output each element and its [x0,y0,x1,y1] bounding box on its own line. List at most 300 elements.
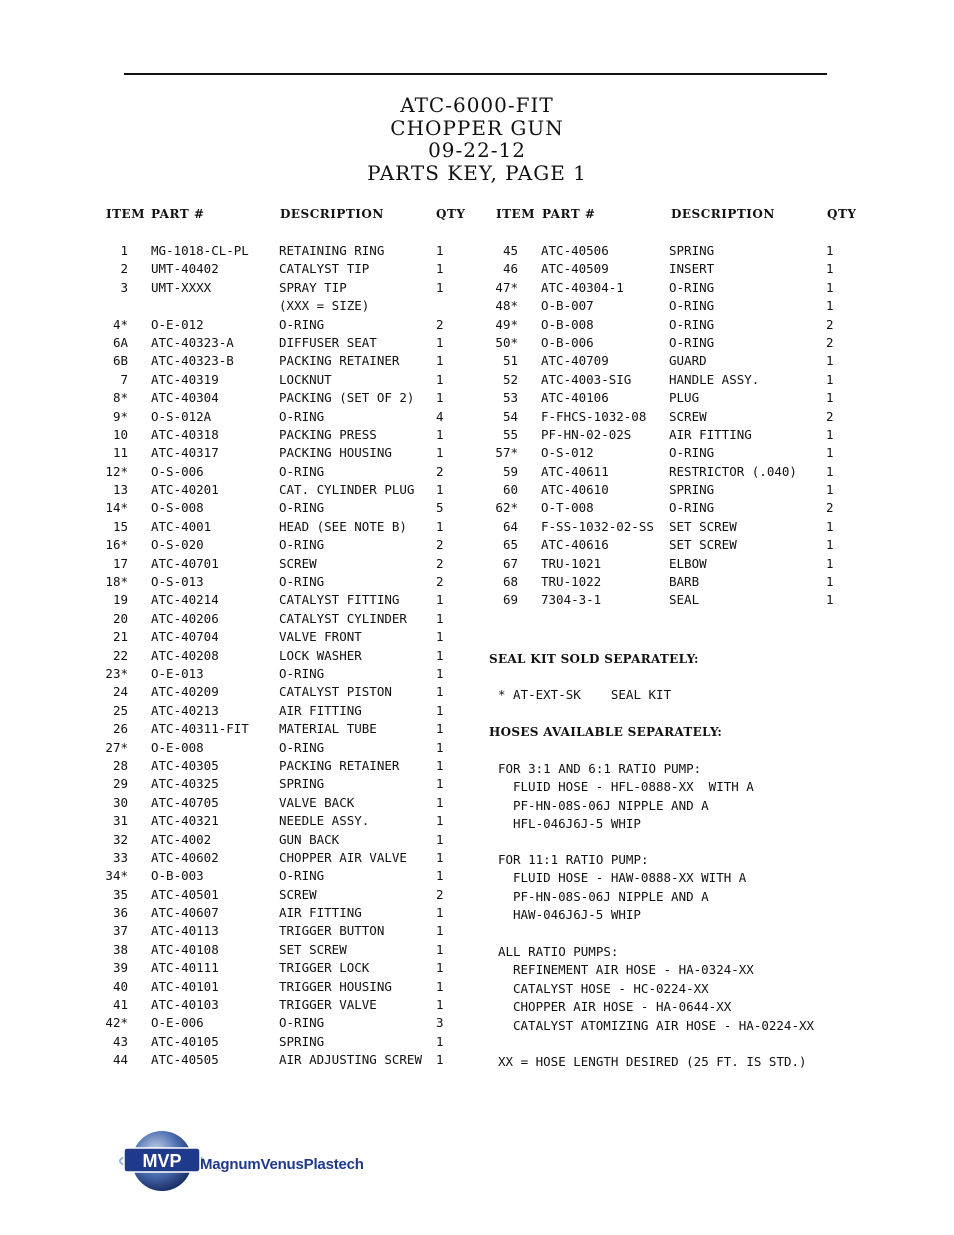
item-cell: 1 [120,243,128,258]
description-cell: O-RING [279,316,325,332]
qty-cell: 1 [826,261,834,277]
part-cell: ATC-40610 [541,482,609,498]
table-row [100,591,460,609]
qty-cell: 1 [826,279,834,295]
table-row [100,867,460,885]
description-cell: DIFFUSER SEAT [279,334,377,350]
part-cell: O-S-012 [541,445,594,461]
part-cell: O-B-008 [541,316,594,332]
description-cell: O-RING [669,500,715,516]
item-cell: 46 [502,261,518,277]
part-cell: ATC-40321 [151,813,219,829]
qty-cell: 1 [436,610,444,626]
description-cell: NEEDLE ASSY. [279,813,370,829]
table-row [100,1051,460,1069]
qty-cell: 1 [436,794,444,810]
description-cell: O-RING [669,334,715,350]
item-cell: 32 [112,831,128,847]
right-header-qty: QTY [827,207,857,221]
hose-group1-line1: FLUID HOSE - HFL-0888-XX WITH A [513,779,754,795]
item-cell: 28 [112,757,128,773]
table-row [490,371,850,389]
description-cell: CATALYST TIP [279,261,370,277]
part-cell: ATC-40304-1 [541,279,624,295]
table-row [100,775,460,793]
part-cell: TRU-1021 [541,555,602,571]
description-cell: GUN BACK [279,831,340,847]
qty-cell: 1 [826,353,834,369]
right-header-item: ITEM [496,207,535,221]
table-row [100,499,460,517]
description-cell: CATALYST PISTON [279,684,392,700]
top-rule [124,73,827,75]
part-cell: ATC-40701 [151,555,219,571]
description-cell: AIR FITTING [669,426,752,442]
part-cell: PF-HN-02-02S [541,426,632,442]
part-cell: ATC-40325 [151,776,219,792]
item-cell: 68 [502,574,518,590]
description-cell: SPRING [669,243,715,258]
table-row [100,647,460,665]
title-date: 09-22-12 [428,138,526,162]
description-cell: LOCKNUT [279,371,332,387]
qty-cell: 1 [436,776,444,792]
table-row [100,922,460,940]
qty-cell: 1 [436,978,444,994]
qty-cell: 1 [436,702,444,718]
description-cell: SET SCREW [669,518,737,534]
qty-cell: 1 [826,371,834,387]
part-cell: ATC-40505 [151,1052,219,1068]
part-cell: O-S-013 [151,574,204,590]
item-cell: 7 [120,371,128,387]
qty-cell: 1 [436,905,444,921]
part-cell: ATC-40214 [151,592,219,608]
description-cell: RETAINING RING [279,243,385,258]
description-cell: TRIGGER HOUSING [279,978,392,994]
table-row [100,481,460,499]
part-cell: MG-1018-CL-PL [151,243,249,258]
description-cell: LOCK WASHER [279,647,362,663]
description-cell: INSERT [669,261,715,277]
item-cell: 52 [502,371,518,387]
part-cell: ATC-40506 [541,243,609,258]
part-cell: ATC-40213 [151,702,219,718]
qty-cell: 1 [436,592,444,608]
table-row [100,683,460,701]
part-cell: ATC-40501 [151,886,219,902]
item-cell: 12* [105,463,128,479]
left-header-qty: QTY [436,207,466,221]
description-cell: (XXX = SIZE) [279,298,370,314]
table-row [100,812,460,830]
table-row [100,794,460,812]
item-cell: 26 [112,721,128,737]
left-header-item: ITEM [106,207,145,221]
qty-cell: 1 [436,849,444,865]
item-cell: 59 [502,463,518,479]
qty-cell: 4 [436,408,444,424]
document-title [0,94,954,184]
qty-cell: 1 [436,629,444,645]
qty-cell: 1 [436,518,444,534]
qty-cell: 1 [436,739,444,755]
item-cell: 48* [495,298,518,314]
part-cell: ATC-40323-B [151,353,234,369]
item-cell: 23* [105,665,128,681]
left-header-description: DESCRIPTION [280,207,384,221]
description-cell: O-RING [279,500,325,516]
qty-cell: 1 [826,426,834,442]
part-cell: ATC-40602 [151,849,219,865]
part-cell: ATC-40709 [541,353,609,369]
table-row [100,444,460,462]
qty-cell: 2 [436,463,444,479]
part-cell: ATC-40208 [151,647,219,663]
item-cell: 6B [112,353,128,369]
table-row [100,408,460,426]
description-cell: GUARD [669,353,707,369]
part-cell: O-S-020 [151,537,204,553]
part-cell: ATC-40209 [151,684,219,700]
part-cell: ATC-40304 [151,390,219,406]
table-row [490,518,850,536]
item-cell: 50* [495,334,518,350]
item-cell: 43 [112,1033,128,1049]
table-row [100,352,460,370]
seal-kit-line: * AT-EXT-SK SEAL KIT [498,687,672,702]
description-cell: SET SCREW [669,537,737,553]
table-row [490,389,850,407]
item-cell: 4* [112,316,128,332]
description-cell: O-RING [279,537,325,553]
part-cell: ATC-4002 [151,831,212,847]
part-cell: ATC-40323-A [151,334,234,350]
hose-group2-line3: HAW-046J6J-5 WHIP [513,907,641,923]
table-row [100,371,460,389]
table-row [100,904,460,922]
item-cell: 29 [112,776,128,792]
description-cell: CATALYST CYLINDER [279,610,407,626]
table-row [100,849,460,867]
table-row [100,720,460,738]
qty-cell: 1 [436,445,444,461]
table-row [490,426,850,444]
qty-cell: 1 [436,868,444,884]
qty-cell: 1 [826,574,834,590]
description-cell: VALVE BACK [279,794,355,810]
company-name: MagnumVenusPlastech [200,1156,364,1173]
logo-badge-text: MVP [142,1151,182,1171]
description-cell: VALVE FRONT [279,629,362,645]
table-row [100,831,460,849]
description-cell: AIR FITTING [279,702,362,718]
part-cell: ATC-40317 [151,445,219,461]
table-row [490,481,850,499]
description-cell: SCREW [279,886,317,902]
description-cell: O-RING [669,298,715,314]
table-row [100,1014,460,1032]
part-cell: O-B-006 [541,334,594,350]
qty-cell: 1 [436,371,444,387]
qty-cell: 5 [436,500,444,516]
table-row [490,463,850,481]
left-parts-table [100,242,460,1070]
part-cell: O-S-008 [151,500,204,516]
part-cell: ATC-40106 [541,390,609,406]
item-cell: 36 [112,905,128,921]
table-row [490,555,850,573]
item-cell: 9* [112,408,128,424]
qty-cell: 1 [436,261,444,277]
hose-group2-line2: PF-HN-08S-06J NIPPLE AND A [513,888,709,904]
description-cell: CHOPPER AIR VALVE [279,849,407,865]
part-cell: O-E-012 [151,316,204,332]
part-cell: TRU-1022 [541,574,602,590]
part-cell: ATC-40111 [151,960,219,976]
item-cell: 27* [105,739,128,755]
qty-cell: 1 [436,482,444,498]
part-cell: O-E-008 [151,739,204,755]
part-cell: O-E-013 [151,665,204,681]
description-cell: O-RING [279,408,325,424]
part-cell: ATC-40305 [151,757,219,773]
qty-cell: 2 [826,408,834,424]
item-cell: 33 [112,849,128,865]
qty-cell: 1 [826,390,834,406]
part-cell: ATC-40201 [151,482,219,498]
qty-cell: 1 [436,390,444,406]
table-row [490,444,850,462]
table-row [490,316,850,334]
item-cell: 19 [112,592,128,608]
part-cell: ATC-40509 [541,261,609,277]
hose-group1-line3: HFL-046J6J-5 WHIP [513,816,641,832]
qty-cell: 2 [826,500,834,516]
description-cell: SCREW [669,408,707,424]
table-row [100,316,460,334]
left-header-part: PART # [151,207,205,221]
hoses-heading: HOSES AVAILABLE SEPARATELY: [489,725,723,739]
hose-group2-title: FOR 11:1 RATIO PUMP: [498,852,649,867]
qty-cell: 1 [436,923,444,939]
item-cell: 16* [105,537,128,553]
qty-cell: 1 [436,665,444,681]
qty-cell: 1 [826,518,834,534]
part-cell: O-S-012A [151,408,212,424]
qty-cell: 1 [436,1052,444,1068]
item-cell: 20 [112,610,128,626]
qty-cell: 2 [436,537,444,553]
description-cell: TRIGGER VALVE [279,997,377,1013]
part-cell: ATC-40607 [151,905,219,921]
description-cell: PACKING RETAINER [279,353,400,369]
part-cell: ATC-4003-SIG [541,371,632,387]
qty-cell: 1 [436,960,444,976]
title-model: ATC-6000-FIT [400,93,554,117]
qty-cell: 2 [436,555,444,571]
description-cell: CAT. CYLINDER PLUG [279,482,415,498]
title-page: PARTS KEY, PAGE 1 [367,160,587,185]
qty-cell: 1 [826,537,834,553]
item-cell: 57* [495,445,518,461]
seal-kit-heading: SEAL KIT SOLD SEPARATELY: [489,652,699,666]
item-cell: 49* [495,316,518,332]
qty-cell: 1 [436,813,444,829]
table-row [100,665,460,683]
qty-cell: 1 [436,941,444,957]
table-row [490,536,850,554]
qty-cell: 1 [436,684,444,700]
hose-group1-line2: PF-HN-08S-06J NIPPLE AND A [513,797,709,813]
description-cell: TRIGGER BUTTON [279,923,385,939]
table-row [490,242,850,260]
description-cell: SET SCREW [279,941,347,957]
qty-cell: 3 [436,1015,444,1031]
item-cell: 17 [112,555,128,571]
table-row [490,279,850,297]
description-cell: AIR ADJUSTING SCREW [279,1052,422,1068]
item-cell: 24 [112,684,128,700]
part-cell: ATC-40311-FIT [151,721,249,737]
description-cell: HANDLE ASSY. [669,371,760,387]
description-cell: O-RING [669,316,715,332]
hose-group3-line1: REFINEMENT AIR HOSE - HA-0324-XX [513,962,754,978]
description-cell: SPRING [279,776,325,792]
description-cell: PLUG [669,390,700,406]
part-cell: ATC-40616 [541,537,609,553]
part-cell: UMT-40402 [151,261,219,277]
qty-cell: 1 [826,298,834,314]
description-cell: BARB [669,574,700,590]
item-cell: 47* [495,279,518,295]
description-cell: O-RING [279,463,325,479]
table-row [100,242,460,260]
item-cell: 25 [112,702,128,718]
part-cell: O-E-006 [151,1015,204,1031]
qty-cell: 1 [436,334,444,350]
item-cell: 37 [112,923,128,939]
table-row [490,352,850,370]
item-cell: 2 [120,261,128,277]
part-cell: O-T-008 [541,500,594,516]
hose-group3-title: ALL RATIO PUMPS: [498,944,619,959]
right-header-part: PART # [542,207,596,221]
item-cell: 40 [112,978,128,994]
part-cell: O-B-007 [541,298,594,314]
part-cell: O-S-006 [151,463,204,479]
table-row [100,757,460,775]
table-row [490,260,850,278]
table-row [100,628,460,646]
part-cell: UMT-XXXX [151,279,212,295]
part-cell: ATC-4001 [151,518,212,534]
table-row [100,389,460,407]
description-cell: ELBOW [669,555,707,571]
table-row [100,260,460,278]
item-cell: 8* [112,390,128,406]
qty-cell: 1 [436,353,444,369]
item-cell: 10 [112,426,128,442]
description-cell: SEAL [669,592,700,608]
item-cell: 31 [112,813,128,829]
part-cell: ATC-40206 [151,610,219,626]
part-cell: ATC-40318 [151,426,219,442]
description-cell: SCREW [279,555,317,571]
description-cell: PACKING HOUSING [279,445,392,461]
hose-group1-title: FOR 3:1 AND 6:1 RATIO PUMP: [498,761,702,776]
part-cell: F-SS-1032-02-SS [541,518,654,534]
table-row [490,573,850,591]
table-row [100,426,460,444]
item-cell: 14* [105,500,128,516]
item-cell: 65 [502,537,518,553]
part-cell: ATC-40319 [151,371,219,387]
description-cell: SPRING [669,482,715,498]
item-cell: 53 [502,390,518,406]
item-cell: 34* [105,868,128,884]
table-row [100,941,460,959]
table-row [100,1033,460,1051]
description-cell: TRIGGER LOCK [279,960,370,976]
part-cell: ATC-40705 [151,794,219,810]
item-cell: 15 [112,518,128,534]
description-cell: SPRING [279,1033,325,1049]
item-cell: 67 [502,555,518,571]
item-cell: 42* [105,1015,128,1031]
table-row [100,886,460,904]
table-row [100,297,460,315]
description-cell: PACKING RETAINER [279,757,400,773]
item-cell: 22 [112,647,128,663]
part-cell: ATC-40704 [151,629,219,645]
hose-group3-line3: CHOPPER AIR HOSE - HA-0644-XX [513,999,732,1015]
item-cell: 62* [495,500,518,516]
item-cell: 11 [112,445,128,461]
description-cell: O-RING [279,739,325,755]
table-row [100,996,460,1014]
table-row [490,334,850,352]
qty-cell: 1 [826,463,834,479]
part-cell: 7304-3-1 [541,592,602,608]
table-row [100,573,460,591]
item-cell: 13 [112,482,128,498]
item-cell: 39 [112,960,128,976]
qty-cell: 2 [436,886,444,902]
qty-cell: 1 [826,592,834,608]
right-header-description: DESCRIPTION [671,207,775,221]
qty-cell: 2 [436,316,444,332]
description-cell: AIR FITTING [279,905,362,921]
item-cell: 21 [112,629,128,645]
qty-cell: 1 [826,445,834,461]
table-row [490,297,850,315]
part-cell: ATC-40113 [151,923,219,939]
hose-group3-line4: CATALYST ATOMIZING AIR HOSE - HA-0224-XX [513,1017,815,1033]
description-cell: O-RING [279,574,325,590]
item-cell: 30 [112,794,128,810]
qty-cell: 1 [436,243,444,258]
qty-cell: 1 [436,757,444,773]
item-cell: 55 [502,426,518,442]
hose-group3-line2: CATALYST HOSE - HC-0224-XX [513,980,709,996]
table-row [100,978,460,996]
table-row [490,591,850,609]
part-cell: F-FHCS-1032-08 [541,408,647,424]
qty-cell: 2 [436,574,444,590]
part-cell: O-B-003 [151,868,204,884]
item-cell: 6A [112,334,128,350]
